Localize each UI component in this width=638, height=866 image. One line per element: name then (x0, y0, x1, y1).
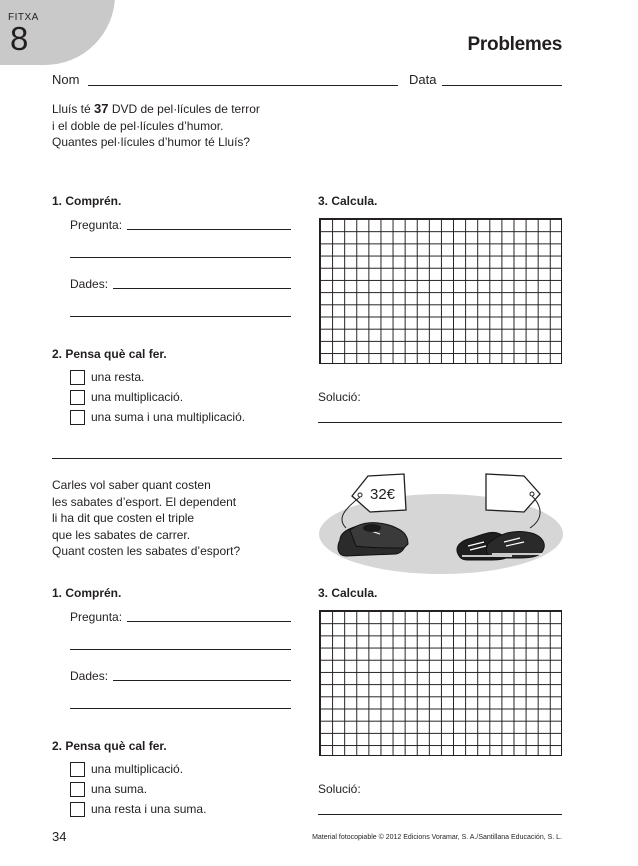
problem1-statement: Lluís té 37 DVD de pel·lícules de terror i el doble de pel·lícules d’humor. Quantes pel·lícules d’humor té Lluís? (52, 101, 260, 149)
problem1-data-label: Dades: (70, 277, 109, 291)
problem2-option1-checkbox[interactable] (70, 762, 85, 777)
problem2-option3-checkbox[interactable] (70, 802, 85, 817)
problem2-step3-title: 3. Calcula. (318, 586, 378, 600)
price-tag-text: 32€ (370, 486, 396, 503)
problem1-calc-grid[interactable] (319, 218, 562, 364)
problem1-question-label: Pregunta: (70, 218, 123, 232)
problem1-option2-checkbox[interactable] (70, 390, 85, 405)
problem1-option2-label: una multiplicació. (91, 390, 184, 404)
problem2-step1-title: 1. Comprén. (52, 586, 122, 600)
fitxa-label: FITXA (8, 12, 39, 23)
problem1-solution-line[interactable] (318, 422, 562, 423)
section-divider (52, 458, 562, 459)
problem2-data-line-2[interactable] (70, 708, 291, 709)
shoes-illustration (316, 468, 566, 580)
problem2-question-line[interactable] (127, 621, 291, 622)
name-input-line[interactable] (88, 85, 398, 86)
problem1-question-line[interactable] (127, 229, 291, 230)
problem2-option2-label: una suma. (91, 782, 148, 796)
problem2-question-label: Pregunta: (70, 610, 123, 624)
problem1-option3-label: una suma i una multiplicació. (91, 410, 246, 424)
problem1-data-line-2[interactable] (70, 316, 291, 317)
date-input-line[interactable] (442, 85, 562, 86)
problem2-solution-line[interactable] (318, 814, 562, 815)
page-number: 34 (52, 829, 67, 844)
problem2-solution-label: Solució: (318, 782, 361, 796)
problem2-option2-checkbox[interactable] (70, 782, 85, 797)
problem2-step2-title: 2. Pensa què cal fer. (52, 739, 167, 753)
fitxa-number: 8 (10, 20, 29, 57)
problem2-statement: Carles vol saber quant costen les sabates d’esport. El dependent li ha dit que costen el triple que les sabates de carrer. Quant costen les sabates d’esport? (52, 478, 241, 558)
copyright-notice: Material fotocopiable © 2012 Edicions Voramar, S. A./Santillana Educación, S. L. (312, 834, 562, 841)
problem1-step1-title: 1. Comprén. (52, 194, 122, 208)
problem1-option3-checkbox[interactable] (70, 410, 85, 425)
problem2-option1-label: una multiplicació. (91, 762, 184, 776)
problem1-option1-label: una resta. (91, 370, 145, 384)
problem2-question-line-2[interactable] (70, 649, 291, 650)
problem1-step3-title: 3. Calcula. (318, 194, 378, 208)
problem1-question-line-2[interactable] (70, 257, 291, 258)
problem1-step2-title: 2. Pensa què cal fer. (52, 347, 167, 361)
problem2-option3-label: una resta i una suma. (91, 802, 207, 816)
problem1-solution-label: Solució: (318, 390, 361, 404)
date-label: Data (409, 72, 437, 87)
problem2-data-label: Dades: (70, 669, 109, 683)
page-title: Problemes (467, 34, 562, 55)
problem1-option1-checkbox[interactable] (70, 370, 85, 385)
problem1-data-line[interactable] (113, 288, 291, 289)
name-label: Nom (52, 72, 80, 87)
problem2-calc-grid[interactable] (319, 610, 562, 756)
problem2-data-line[interactable] (113, 680, 291, 681)
